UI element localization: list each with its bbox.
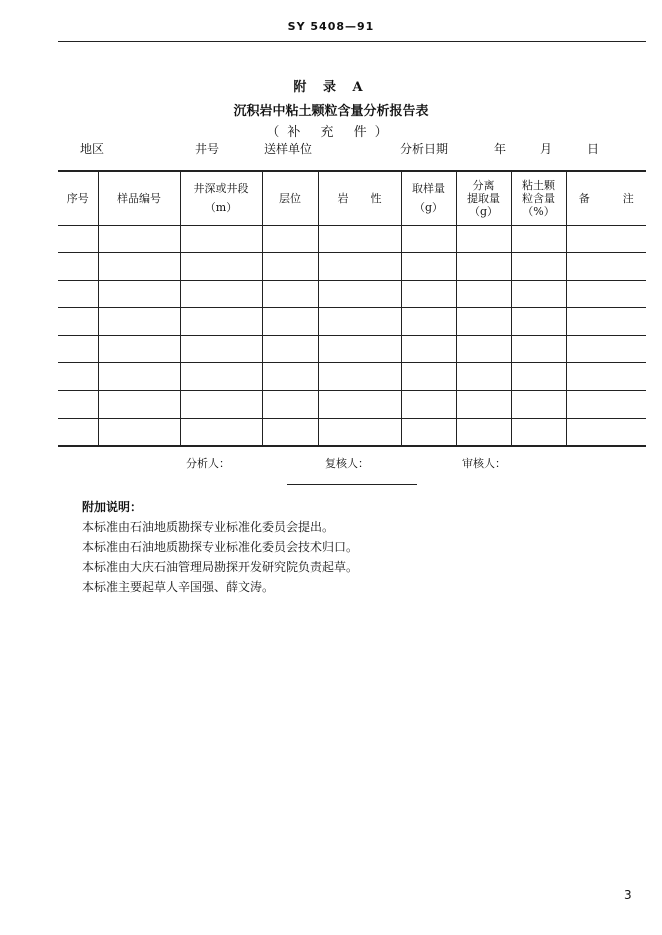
col-header-sample-weight	[401, 171, 456, 225]
col-header-line: 序号	[66, 191, 89, 205]
col-header-line: 层位	[279, 191, 301, 205]
col-header-lithology	[318, 171, 401, 225]
standard-code: SY 5408—91	[287, 20, 375, 33]
col-header-line: 备 注	[578, 191, 634, 205]
col-header-line: 提取量	[467, 191, 500, 205]
col-header-line: 取样量	[412, 182, 445, 196]
table-row	[58, 363, 646, 391]
signature-auditor-label: 审核人：	[462, 457, 506, 470]
note-line: 本标准由石油地质勘探专业标准化委员会技术归口。	[82, 540, 359, 554]
col-header-remarks	[566, 171, 646, 225]
meta-year-label: 年	[494, 142, 507, 156]
table-row	[58, 253, 646, 281]
table-row	[58, 418, 646, 446]
col-header-line: （g）	[468, 204, 499, 218]
form-title: 沉积岩中粘土颗粒含量分析报告表	[233, 104, 429, 119]
meta-date-label: 分析日期	[400, 142, 449, 156]
col-header-line: 井深或井段	[193, 182, 249, 196]
meta-well-label: 井号	[195, 142, 220, 156]
col-header-line: 分离	[472, 178, 495, 192]
page-number: 3	[624, 888, 632, 902]
signature-analyst-label: 分析人：	[186, 457, 230, 470]
col-header-depth	[180, 171, 262, 225]
appendix-label: 附 录 A	[293, 80, 369, 95]
col-header-extracted	[456, 171, 511, 225]
header-rule	[58, 41, 646, 42]
col-header-line: 粒含量	[522, 191, 555, 205]
signature-reviewer-label: 复核人：	[325, 457, 369, 470]
table-row	[58, 280, 646, 308]
col-header-clay-content	[511, 171, 566, 225]
col-header-line: 样品编号	[117, 191, 161, 205]
note-line: 本标准由石油地质勘探专业标准化委员会提出。	[82, 520, 335, 534]
table-row	[58, 391, 646, 419]
meta-region-label: 地区	[80, 142, 105, 156]
col-header-sample-id	[98, 171, 180, 225]
form-subtitle: （补 充 件）	[266, 125, 396, 140]
meta-month-label: 月	[540, 142, 553, 156]
col-header-line: 粘土颗	[522, 178, 555, 192]
notes-title: 附加说明：	[82, 500, 143, 514]
note-line: 本标准由大庆石油管理局勘探开发研究院负责起草。	[82, 560, 359, 574]
note-line: 本标准主要起草人辛国强、薛文涛。	[82, 580, 275, 594]
table-row	[58, 308, 646, 336]
col-header-line: （%）	[522, 204, 555, 218]
section-divider	[287, 484, 417, 485]
report-table	[58, 170, 646, 447]
col-header-line: （m）	[204, 201, 238, 215]
col-header-line: （g）	[413, 201, 444, 215]
table-row	[58, 225, 646, 253]
col-header-formation	[262, 171, 318, 225]
meta-day-label: 日	[587, 142, 600, 156]
col-header-seq	[58, 171, 98, 225]
col-header-line: 岩 性	[337, 191, 382, 205]
table-row	[58, 335, 646, 363]
table-header-row	[58, 171, 646, 225]
meta-sender-label: 送样单位	[264, 142, 313, 156]
